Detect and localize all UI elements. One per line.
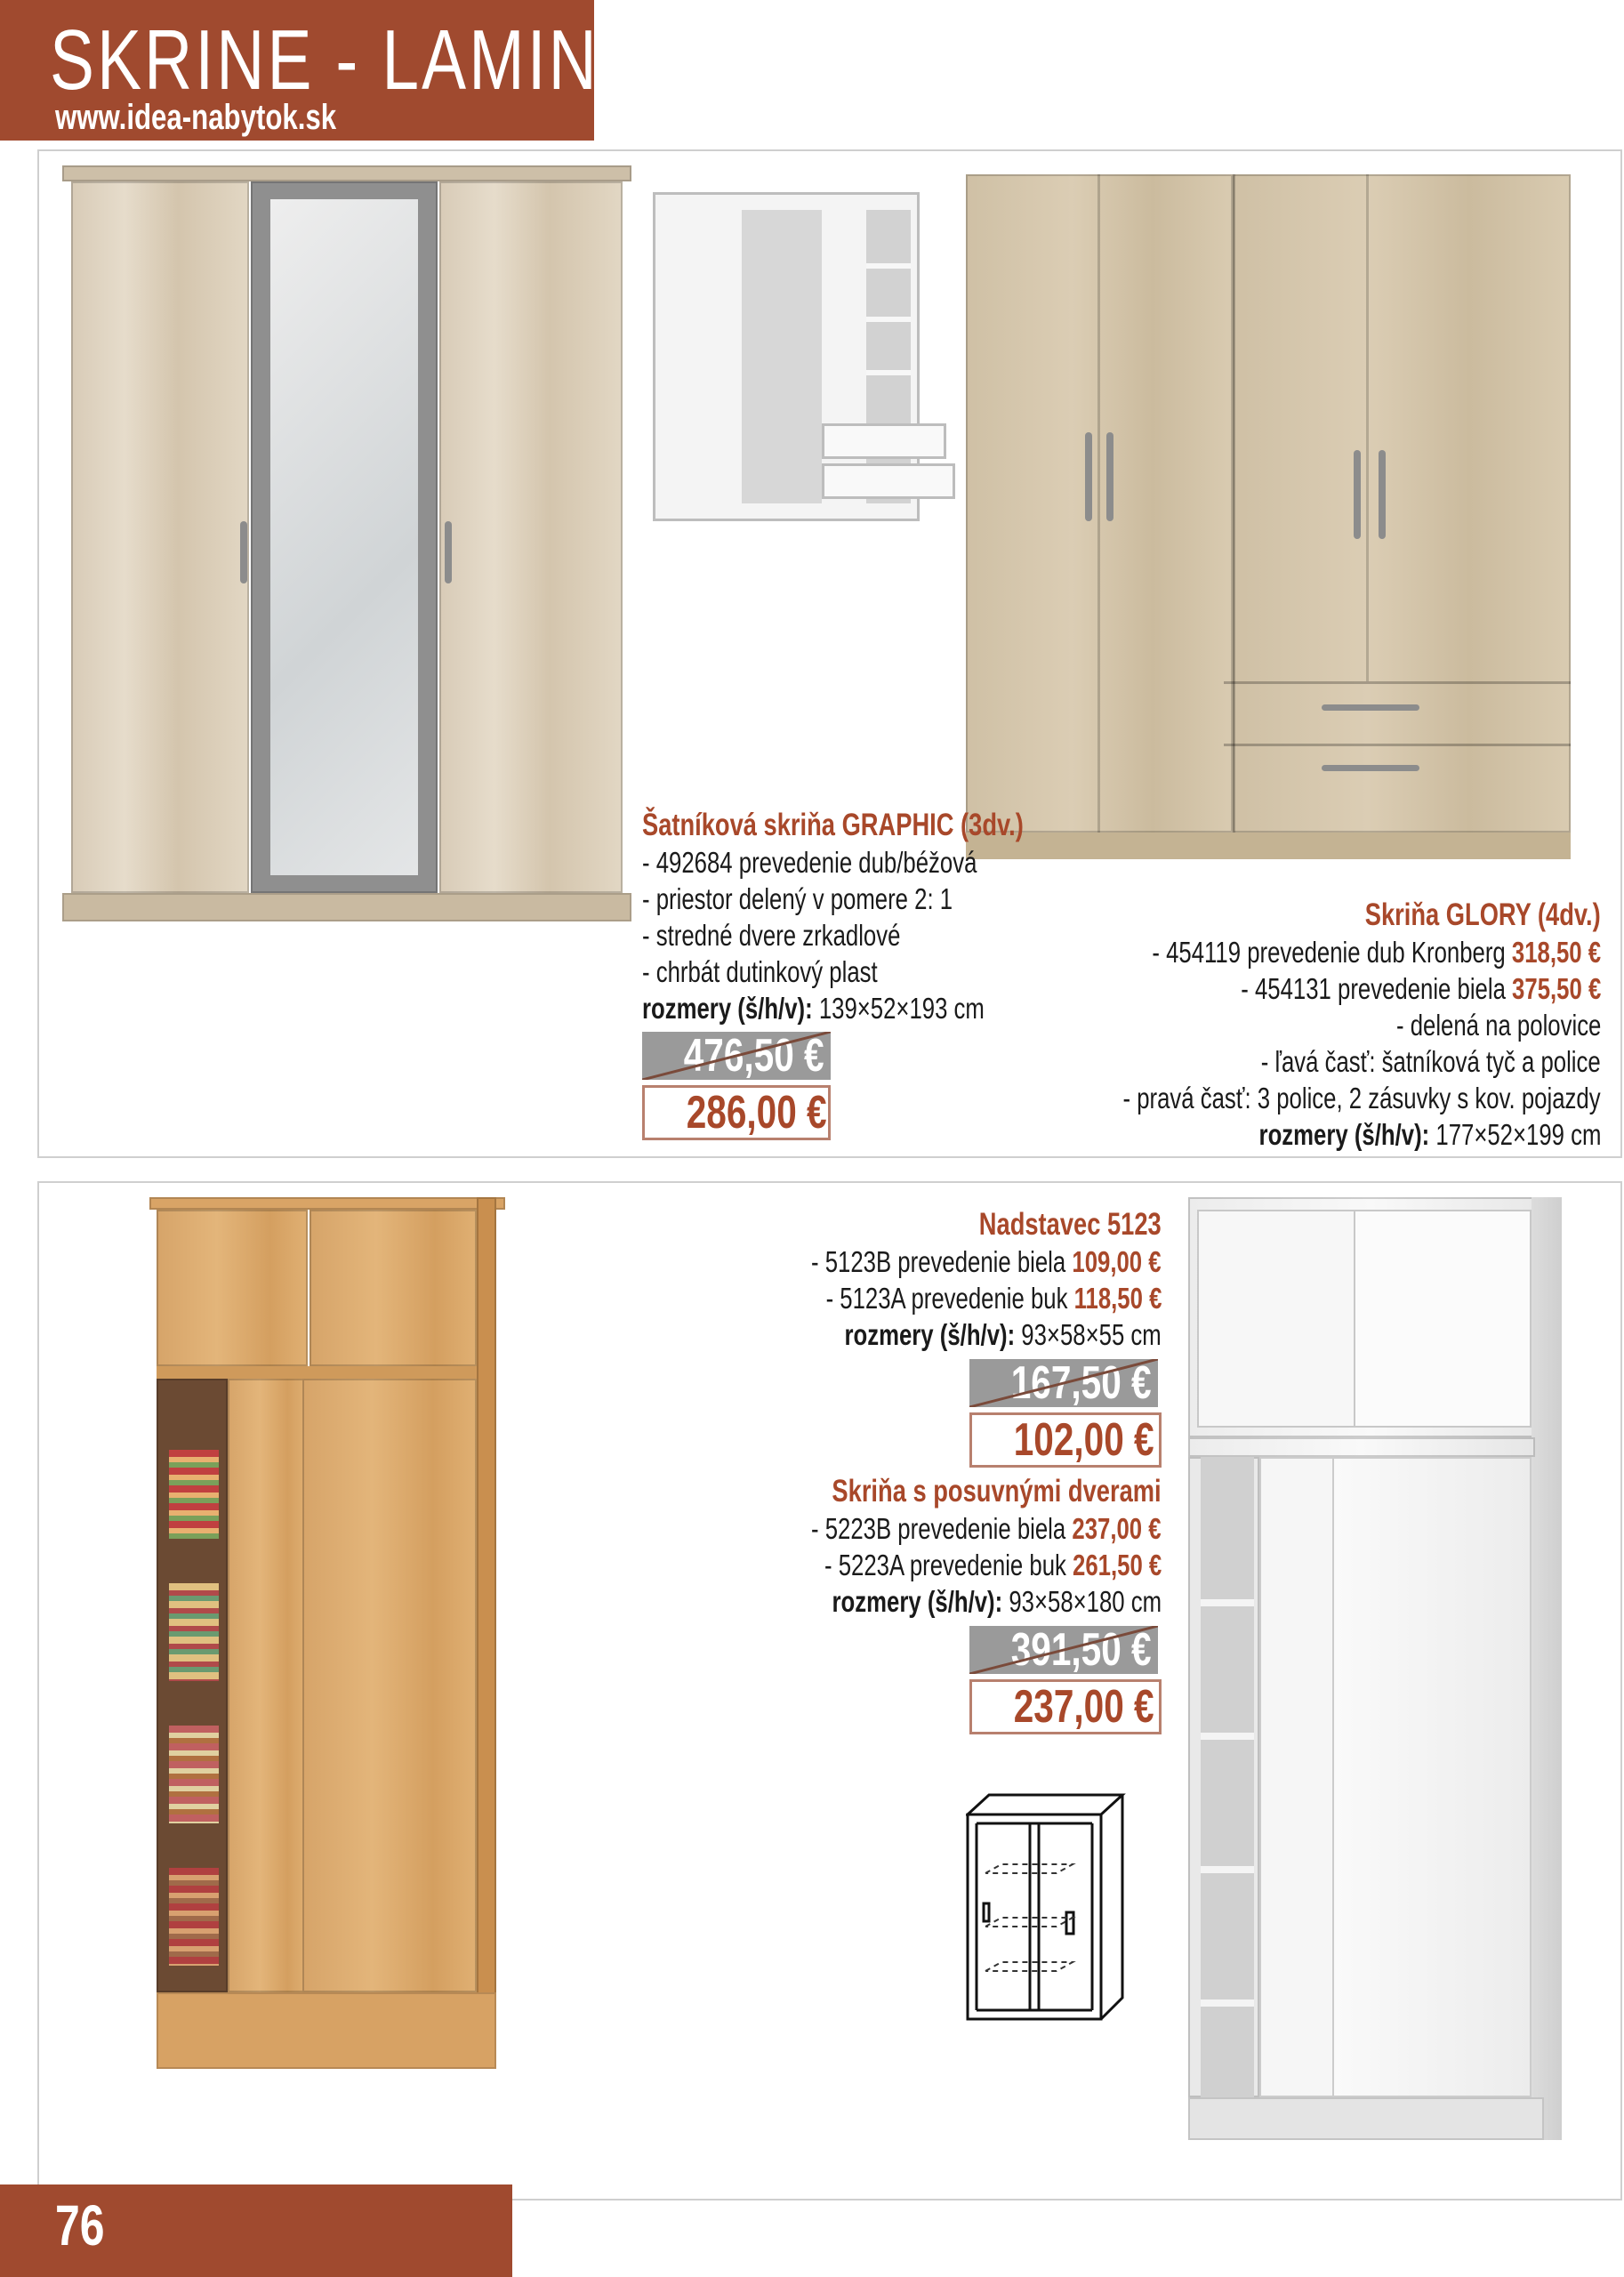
posuvne-variant-price: 261,50 € <box>1072 1549 1162 1581</box>
graphic-line: - stredné dvere zrkadlové <box>642 919 901 952</box>
nadstavec-old-price-text: 167,50 € <box>1010 1359 1152 1407</box>
page-title <box>50 12 824 108</box>
posuvne-dims-value: 93×58×180 cm <box>1002 1585 1162 1618</box>
posuvne-product-info <box>676 1473 1162 1620</box>
strikethrough-line <box>969 1626 1158 1674</box>
nadstavec-variant-price: 109,00 € <box>1072 1245 1162 1278</box>
graphic-wardrobe-image <box>62 165 631 921</box>
glory-variant-price: 375,50 € <box>1511 972 1601 1005</box>
graphic-title: Šatníková skriňa GRAPHIC (3dv.) <box>642 808 1024 842</box>
glory-product-info <box>978 897 1601 1153</box>
glory-variant-text: - 454131 prevedenie biela <box>1240 972 1512 1005</box>
glory-dims-label: rozmery (š/h/v): <box>1258 1118 1429 1151</box>
white-wardrobe-image <box>1188 1197 1571 2149</box>
nadstavec-new-price-text: 102,00 € <box>1013 1414 1154 1466</box>
nadstavec-variant-text: - 5123B prevedenie biela <box>811 1245 1073 1278</box>
graphic-new-price <box>642 1085 831 1140</box>
graphic-line: - 492684 prevedenie dub/béžová <box>642 846 977 879</box>
glory-wardrobe-image <box>966 174 1571 868</box>
technical-drawing-svg <box>966 1793 1126 2024</box>
posuvne-title: Skriňa s posuvnými dverami <box>832 1474 1162 1509</box>
posuvne-new-price-text: 237,00 € <box>1013 1681 1154 1733</box>
glory-variant-text: - 454119 prevedenie dub Kronberg <box>1152 936 1512 969</box>
graphic-dims-value: 139×52×193 cm <box>812 992 985 1025</box>
page-title-text: SKRINE - LAMINO <box>50 12 655 108</box>
posuvne-variant-text: - 5223B prevedenie biela <box>811 1512 1073 1545</box>
graphic-dims-label: rozmery (š/h/v): <box>642 992 813 1025</box>
glory-title: Skriňa GLORY (4dv.) <box>1365 897 1601 932</box>
graphic-line: - chrbát dutinkový plast <box>642 955 878 988</box>
strikethrough-line <box>969 1359 1158 1407</box>
posuvne-variant-price: 237,00 € <box>1072 1512 1162 1545</box>
glory-line: - delená na polovice <box>1395 1009 1601 1042</box>
page-number <box>55 2193 118 2257</box>
graphic-old-price-text: 476,50 € <box>683 1032 824 1080</box>
nadstavec-new-price <box>969 1412 1162 1468</box>
nadstavec-dims-label: rozmery (š/h/v): <box>844 1318 1016 1351</box>
nadstavec-product-info <box>676 1206 1162 1353</box>
posuvne-variant-text: - 5223A prevedenie buk <box>824 1549 1073 1581</box>
technical-drawing <box>966 1793 1126 2024</box>
glory-line: - ľavá časť: šatníková tyč a police <box>1261 1045 1601 1078</box>
strikethrough-line <box>642 1032 831 1080</box>
nadstavec-title: Nadstavec 5123 <box>979 1207 1162 1242</box>
posuvne-old-price <box>969 1626 1158 1674</box>
nadstavec-dims-value: 93×58×55 cm <box>1015 1318 1162 1351</box>
nadstavec-old-price <box>969 1359 1158 1407</box>
nadstavec-variant-price: 118,50 € <box>1073 1282 1162 1315</box>
glory-line: - pravá časť: 3 police, 2 zásuvky s kov. pojazdy <box>1122 1082 1601 1114</box>
posuvne-old-price-text: 391,50 € <box>1010 1626 1152 1674</box>
page-number-text: 76 <box>55 2193 105 2257</box>
nadstavec-variant-text: - 5123A prevedenie buk <box>825 1282 1074 1315</box>
website-url[interactable] <box>55 100 415 135</box>
glory-dims-value: 177×52×199 cm <box>1428 1118 1601 1151</box>
graphic-old-price <box>642 1032 831 1080</box>
beech-wardrobe-image <box>149 1197 523 2087</box>
posuvne-dims-label: rozmery (š/h/v): <box>832 1585 1003 1618</box>
posuvne-new-price <box>969 1679 1162 1734</box>
graphic-new-price-text: 286,00 € <box>686 1087 827 1138</box>
website-url-text[interactable]: www.idea-nabytok.sk <box>55 98 337 137</box>
graphic-interior-image <box>653 192 955 521</box>
glory-variant-price: 318,50 € <box>1511 936 1601 969</box>
graphic-line: - priestor delený v pomere 2: 1 <box>642 882 953 915</box>
